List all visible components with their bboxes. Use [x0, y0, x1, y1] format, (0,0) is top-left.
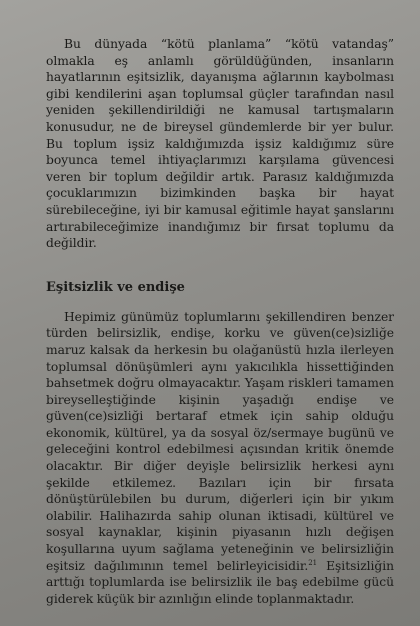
- paragraph-inequality: [46, 309, 394, 608]
- section-heading: Eşitsizlik ve endişe: [46, 279, 185, 295]
- paragraph-inequality-main: Hepimiz günümüz toplumlarını şekillendiren benzer türden belirsizlik, endişe, korku ve güven(ce)sizliğe maruz kalsak da herkesin bu olağanüstü hızla ilerleyen toplumsal dönüşümleri aynı yakıcılıkla hissettiğinden bahsetmek doğru olmayacaktır. Yaşam riskleri tamamen bireyselleştiğinde kişinin yaşadığı endişe ve güven(ce)sizliği bertaraf etmek için sahip olduğu ekonomik, kültürel, ya da sosyal öz/sermaye bugünü ve geleceğini kontrol edebilmesi açısından kritik önemde olacaktır. Bir diğer deyişle belirsizlik herkesi aynı şekilde etkilemez. Bazıları için bir fırsata dönüştürülebilen bu durum, diğerleri için bir yıkım olabilir. Halihazırda sahip olunan iktisadi, kültürel ve sosyal kaynaklar, kişinin piyasanın hızlı değişen koşullarına uyum sağlama yeteneğinin ve belirsizliğin eşitsiz dağılımının temel belirleyicisidir.: [46, 309, 394, 573]
- footnote-reference: 21: [308, 558, 317, 567]
- paragraph-inequality-end: Eşitsizliğin arttığı toplumlarda ise belirsizlik ile baş edebilme gücü giderek küçük bir azınlığın elinde toplanmaktadır.: [46, 558, 394, 606]
- paragraph-intro: Bu dünyada “kötü planlama” “kötü vatandaş” olmakla eş anlamlı görüldüğünden, insanların hayatlarının eşitsizlik, dayanışma ağlarının kaybolması gibi kendilerini aşan toplumsal güçler tarafından nasıl yeniden şekillendirildiği ne kamusal tartışmaların konusudur, ne de bireysel gündemlerde bir yer bulur. Bu toplum işsiz kaldığımızda işsiz kaldığımız süre boyunca temel ihtiyaçlarımızı karşılama güvencesi veren bir toplum değildir artık. Parasız kaldığımızda çocuklarımızın bizimkinden başka bir hayat sürebileceğine, iyi bir kamusal eğitimle hayat şanslarını artırabileceğimize inandığımız bir fırsat toplumu da değildir.: [46, 37, 394, 251]
